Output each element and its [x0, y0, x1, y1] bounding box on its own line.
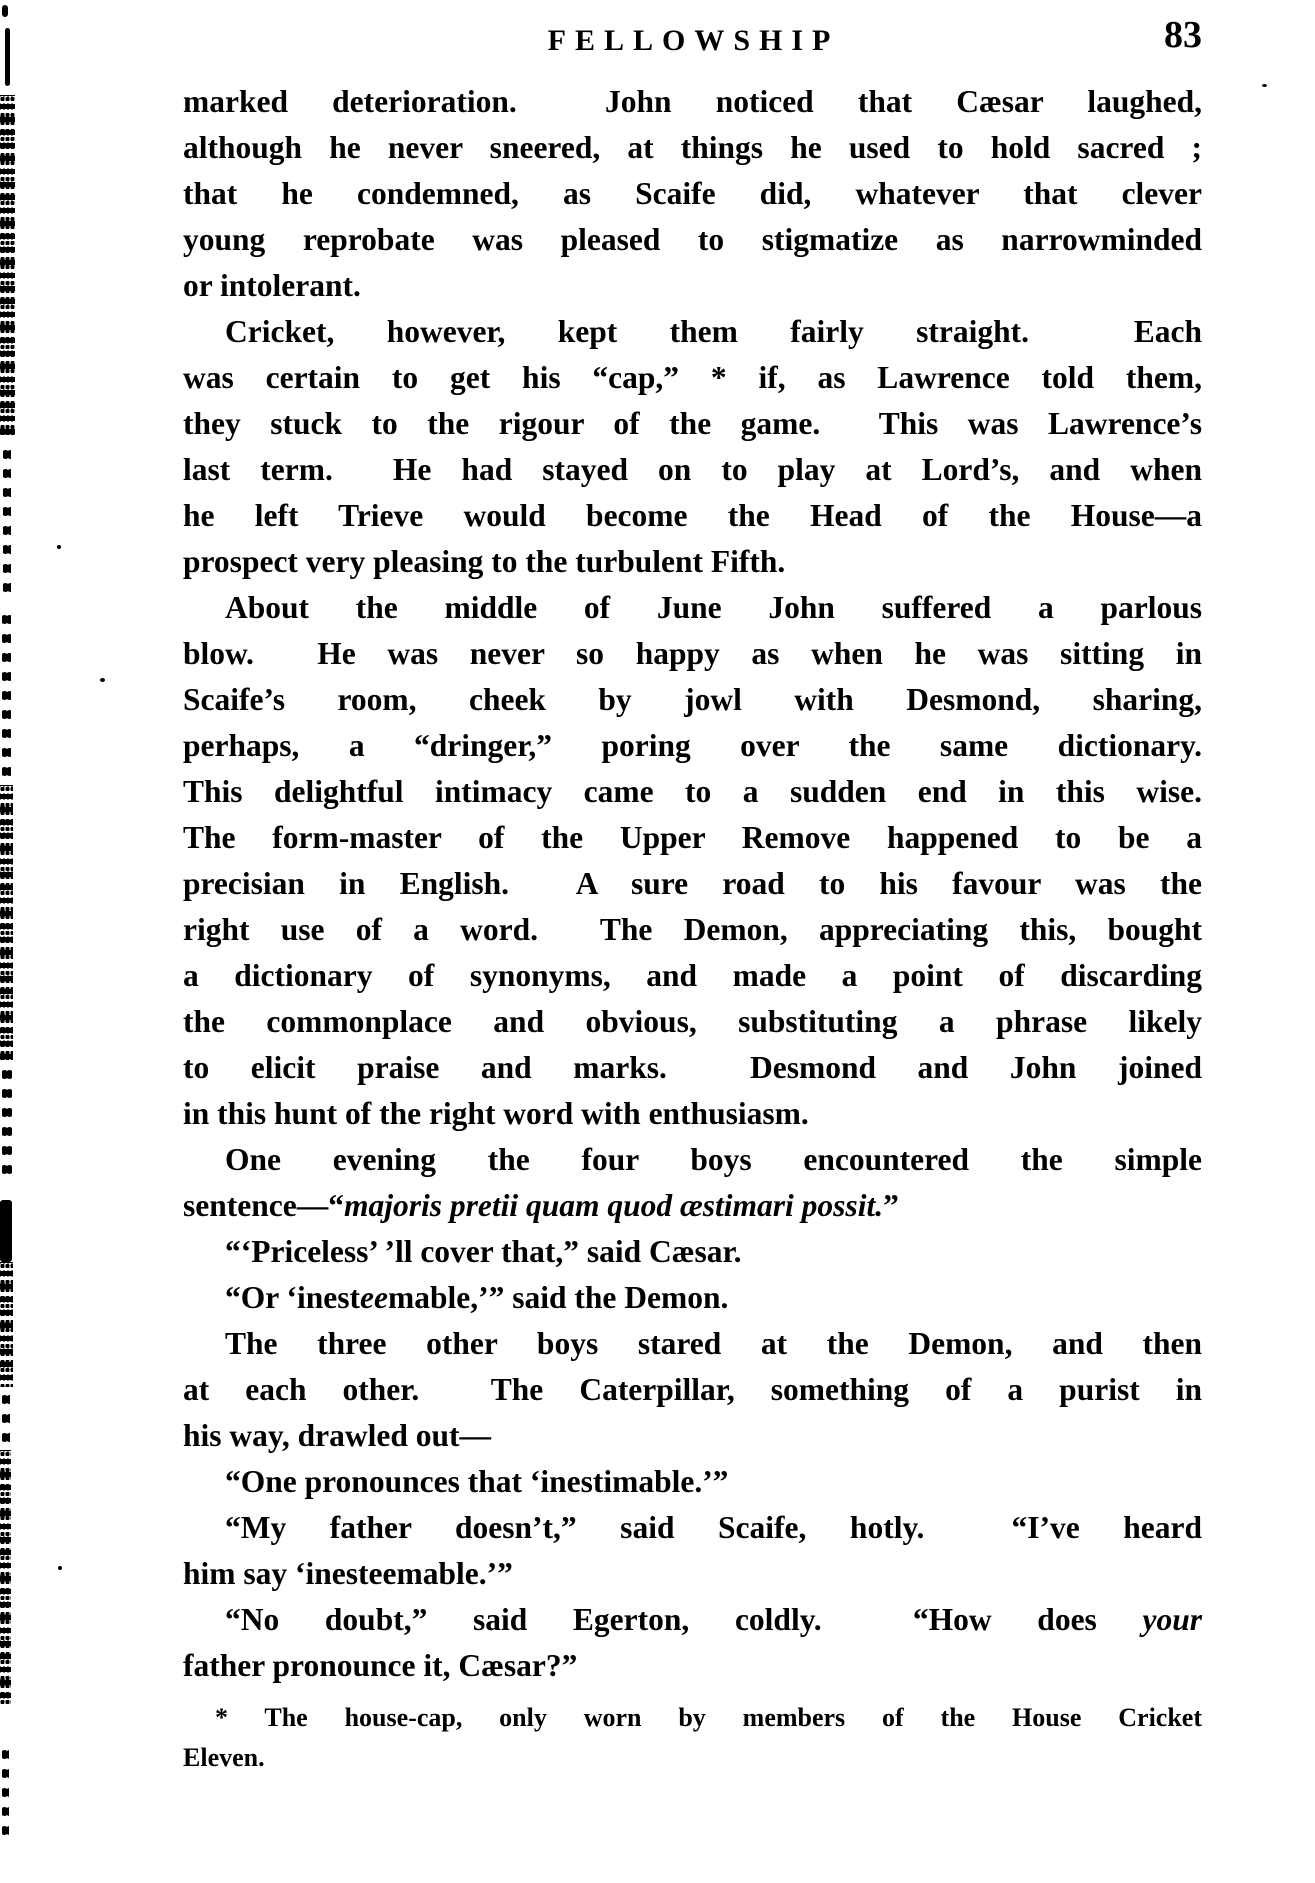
scan-artifact	[0, 785, 13, 1060]
text-segment: About the middle of June John suffered a parlous	[225, 590, 1202, 625]
text-line	[183, 677, 1202, 723]
text-line	[183, 1413, 1202, 1459]
text-line	[183, 539, 1202, 585]
text-segment: marked deterioration. John noticed that Cæsar laughed,	[183, 84, 1202, 119]
text-line	[183, 1643, 1202, 1689]
text-segment: “‘Priceless’ ’ll cover that,” said Cæsar.	[225, 1234, 742, 1269]
text-line	[183, 723, 1202, 769]
scan-artifact	[2, 610, 11, 780]
paragraph	[183, 79, 1202, 309]
text-segment: father pronounce it, Cæsar?”	[183, 1648, 578, 1683]
text-segment: that he condemned, as Scaife did, whatever that clever	[183, 176, 1202, 211]
scan-speck	[1262, 84, 1267, 87]
text-segment: “No doubt,” said Egerton, coldly. “How does	[225, 1602, 1143, 1637]
text-line	[183, 1183, 1202, 1229]
text-line	[183, 1597, 1202, 1643]
text-segment: in this hunt of the right word with enthusiasm.	[183, 1096, 809, 1131]
text-segment: The form-master of the Upper Remove happened to be a	[183, 820, 1202, 855]
text-line	[183, 79, 1202, 125]
paragraph	[183, 1597, 1202, 1689]
text-segment: This delightful intimacy came to a sudden end in this wise.	[183, 774, 1202, 809]
text-line	[183, 815, 1202, 861]
text-segment: a dictionary of synonyms, and made a point of discarding	[183, 958, 1202, 993]
text-line	[183, 1137, 1202, 1183]
italic-text: your	[1142, 1602, 1202, 1637]
scan-artifact	[2, 1065, 12, 1180]
italic-text: ee	[360, 1280, 388, 1315]
text-segment: last term. He had stayed on to play at Lord’s, and when	[183, 452, 1202, 487]
text-segment: “One pronounces that ‘inestimable.’”	[225, 1464, 729, 1499]
scan-artifact	[0, 1450, 11, 1705]
text-segment: sentence—“	[183, 1188, 344, 1223]
text-segment: the commonplace and obvious, substituting a phrase likely	[183, 1004, 1202, 1039]
text-line	[183, 1551, 1202, 1597]
text-line	[183, 125, 1202, 171]
text-segment: blow. He was never so happy as when he was sitting in	[183, 636, 1202, 671]
paragraph	[183, 1698, 1202, 1778]
text-segment: he left Trieve would become the Head of the House—a	[183, 498, 1202, 533]
scan-artifact	[0, 1262, 13, 1387]
scan-artifact	[0, 95, 15, 435]
text-segment: precisian in English. A sure road to his favour was the	[183, 866, 1202, 901]
text-line	[183, 907, 1202, 953]
text-segment: or intolerant.	[183, 268, 361, 303]
page-body	[183, 79, 1202, 1689]
text-line	[183, 263, 1202, 309]
text-line	[183, 1321, 1202, 1367]
text-segment: his way, drawled out—	[183, 1418, 492, 1453]
text-line	[183, 631, 1202, 677]
text-segment: ”	[883, 1188, 899, 1223]
text-line	[183, 217, 1202, 263]
scan-speck	[100, 678, 105, 682]
text-line	[183, 1091, 1202, 1137]
text-line	[183, 1229, 1202, 1275]
text-segment: perhaps, a “dringer,” poring over the same dictionary.	[183, 728, 1202, 763]
page-number: 83	[1164, 14, 1202, 56]
text-line	[183, 585, 1202, 631]
text-segment: although he never sneered, at things he used to hold sacred ;	[183, 130, 1202, 165]
text-segment: to elicit praise and marks. Desmond and John joined	[183, 1050, 1202, 1085]
scan-artifact	[2, 1745, 9, 1835]
scan-artifact	[3, 445, 11, 595]
paragraph	[183, 309, 1202, 585]
paragraph	[183, 1137, 1202, 1229]
text-line	[183, 861, 1202, 907]
text-segment: Cricket, however, kept them fairly straight. Each	[225, 314, 1202, 349]
paragraph	[183, 1459, 1202, 1505]
scan-artifact	[5, 28, 10, 86]
text-line	[183, 309, 1202, 355]
italic-text: majoris pretii quam quod æstimari possit.	[343, 1188, 884, 1223]
text-segment: prospect very pleasing to the turbulent Fifth.	[183, 544, 786, 579]
text-line	[183, 1738, 1202, 1778]
footnote	[183, 1698, 1202, 1778]
text-segment: “My father doesn’t,” said Scaife, hotly. “I’ve heard	[225, 1510, 1202, 1545]
paragraph	[183, 1321, 1202, 1459]
text-segment: * The house-cap, only worn by members of the House Cricket	[215, 1703, 1202, 1732]
text-line	[183, 355, 1202, 401]
text-line	[183, 447, 1202, 493]
scan-artifact	[2, 1390, 10, 1450]
text-segment: mable,’” said the Demon.	[388, 1280, 729, 1315]
scan-speck	[58, 1566, 62, 1570]
text-segment: was certain to get his “cap,” * if, as Lawrence told them,	[183, 360, 1202, 395]
text-segment: One evening the four boys encountered the simple	[225, 1142, 1202, 1177]
text-line	[183, 769, 1202, 815]
paragraph	[183, 1505, 1202, 1597]
text-line	[183, 1367, 1202, 1413]
text-line	[183, 171, 1202, 217]
text-segment: Scaife’s room, cheek by jowl with Desmond, sharing,	[183, 682, 1202, 717]
scan-artifact	[0, 1200, 12, 1262]
text-segment: The three other boys stared at the Demon, and then	[225, 1326, 1202, 1361]
running-header: FELLOWSHIP	[547, 24, 840, 57]
text-segment: right use of a word. The Demon, appreciating this, bought	[183, 912, 1202, 947]
scan-artifact	[2, 5, 8, 17]
text-line	[183, 1459, 1202, 1505]
text-line	[183, 953, 1202, 999]
text-segment: young reprobate was pleased to stigmatize as narrowminded	[183, 222, 1202, 257]
text-segment: at each other. The Caterpillar, something of a purist in	[183, 1372, 1202, 1407]
paragraph	[183, 1229, 1202, 1275]
text-line	[183, 493, 1202, 539]
text-segment: they stuck to the rigour of the game. This was Lawrence’s	[183, 406, 1202, 441]
text-line	[183, 1505, 1202, 1551]
paragraph	[183, 585, 1202, 1137]
text-line	[183, 1275, 1202, 1321]
text-line	[183, 1045, 1202, 1091]
text-segment: “Or ‘inest	[225, 1280, 361, 1315]
scan-speck	[57, 545, 61, 549]
text-segment: him say ‘inesteemable.’”	[183, 1556, 513, 1591]
text-line	[183, 999, 1202, 1045]
text-line	[183, 1698, 1202, 1738]
text-segment: Eleven.	[183, 1743, 265, 1772]
paragraph	[183, 1275, 1202, 1321]
text-line	[183, 401, 1202, 447]
